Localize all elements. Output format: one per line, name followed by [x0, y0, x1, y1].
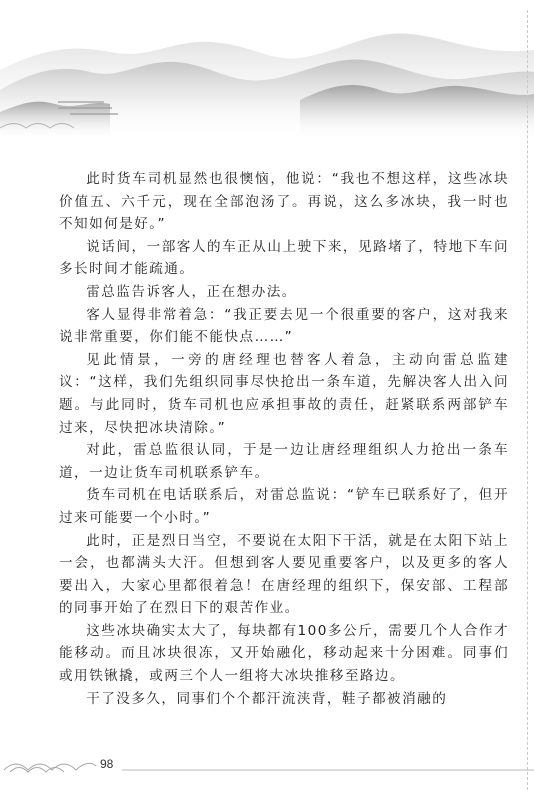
paragraph: 此时，正是烈日当空，不要说在太阳下干活，就是在太阳下站上一会，也都满头大汗。但想到客人要见重要客户，以及更多的客人要出入，大家心里都很着急！在唐经理的组织下，保安部、工程部的同事开始了在烈日下的艰苦作业。 [59, 532, 509, 617]
paragraph: 干了没多久，同事们个个都汗流浃背，鞋子都被消融的 [86, 690, 448, 707]
body-text [59, 168, 509, 710]
paragraph: 此时货车司机显然也很懊恼，他说：“我也不想这样，这些冰块价值五、六千元，现在全部泡汤了。再说，这么多冰块，我一时也不知如何是好。” [59, 171, 509, 233]
page-number: 98 [100, 757, 114, 771]
paragraph: 见此情景，一旁的唐经理也替客人着急，主动向雷总监建议：“这样，我们先组织同事尽快抢出一条车道，先解决客人出入问题。与此同时，货车司机也应承担事故的责任，赶紧联系两部铲车过来，尽快把冰块清除。” [59, 351, 509, 436]
paragraph: 说话间，一部客人的车正从山上驶下来，见路堵了，特地下车问多长时间才能疏通。 [59, 238, 509, 278]
header-mountain-landscape [0, 0, 534, 160]
footer-wave-ornament [0, 748, 534, 778]
paragraph: 客人显得非常着急：“我正要去见一个很重要的客户，这对我来说非常重要，你们能不能快点……” [59, 306, 509, 346]
page-edge-dashed-line [527, 10, 528, 790]
paragraph: 对此，雷总监很认同，于是一边让唐经理组织人力抢出一条车道，一边让货车司机联系铲车。 [59, 442, 509, 481]
paragraph: 这些冰块确实太大了，每块都有100多公斤，需要几个人合作才能移动。而且冰块很冻，又开始融化，移动起来十分困难。同事们或用铁锹撬，或两三个人一组将大冰块推移至路边。 [59, 622, 509, 685]
paragraph: 雷总监告诉客人，正在想办法。 [86, 283, 297, 300]
paragraph: 货车司机在电话联系后，对雷总监说：“铲车已联系好了，但开过来可能要一个小时。” [59, 487, 509, 526]
